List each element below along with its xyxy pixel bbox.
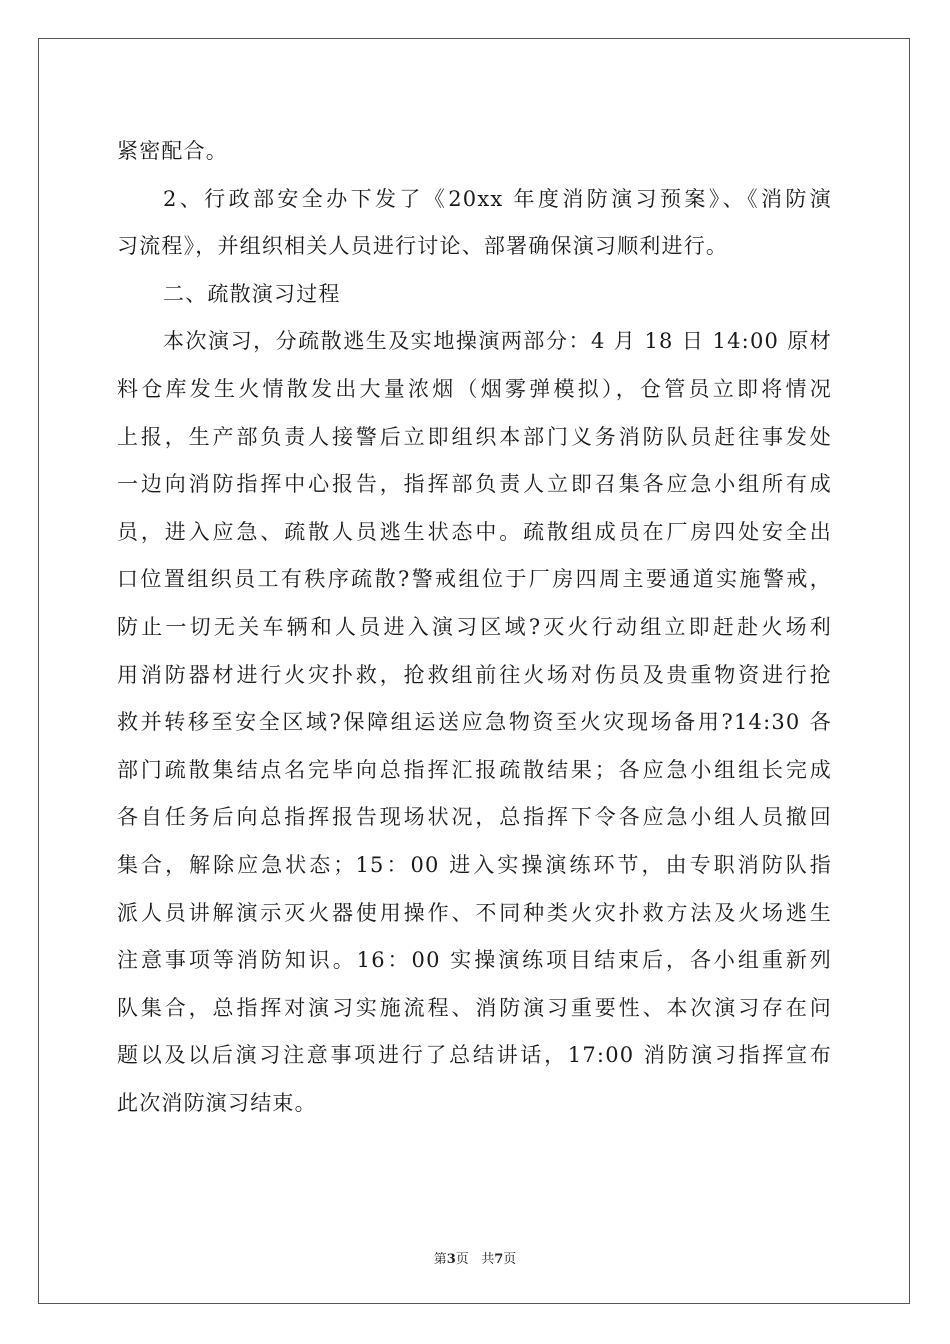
text-line: 队集合，总指挥对演习实施流程、消防演习重要性、本次演习存在问: [117, 995, 832, 1020]
text-line: 题以及以后演习注意事项进行了总结讲话，17:00 消防演习指挥宣布: [117, 1043, 832, 1068]
page-prefix: 第: [433, 1252, 447, 1267]
text-line: 上报，生产部负责人接警后立即组织本部门义务消防队员赶往事发处: [117, 424, 832, 449]
page-suffix: 页: [455, 1252, 469, 1267]
text-line: 员，进入应急、疏散人员逃生状态中。疏散组成员在厂房四处安全出: [117, 519, 832, 544]
text-line: 习流程》，并组织相关人员进行讨论、部署确保演习顺利进行。: [117, 234, 729, 259]
text-line: 集合，解除应急状态；15：00 进入实操演练环节，由专职消防队指: [117, 852, 832, 877]
text-line: 防止一切无关车辆和人员进入演习区域?灭火行动组立即赶赴火场利: [117, 614, 832, 639]
text-line: 各自任务后向总指挥报告现场状况，总指挥下令各应急小组人员撤回: [117, 805, 832, 830]
text-line: 一边向消防指挥中心报告，指挥部负责人立即召集各应急小组所有成: [117, 472, 832, 497]
text-line: 部门疏散集结点名完毕向总指挥汇报疏散结果；各应急小组组长完成: [117, 757, 832, 782]
text-line: 口位置组织员工有秩序疏散?警戒组位于厂房四周主要通道实施警戒，: [117, 567, 832, 592]
text-line: 二、疏散演习过程: [163, 281, 341, 306]
text-line: 救并转移至安全区域?保障组运送应急物资至火灾现场备用?14:30 各: [117, 710, 832, 735]
total-prefix: 共: [481, 1252, 495, 1267]
document-body: [117, 128, 832, 1127]
text-line: 派人员讲解演示灭火器使用操作、不同种类火灾扑救方法及火场逃生: [117, 900, 832, 925]
text-line: 紧密配合。: [117, 139, 228, 163]
text-line: 此次消防演习结束。: [117, 1090, 317, 1115]
page-footer: [0, 1248, 950, 1267]
current-page-number: 3: [446, 1252, 456, 1267]
total-suffix: 页: [503, 1252, 517, 1267]
text-line: 2、行政部安全办下发了《20xx 年度消防演习预案》、《消防演: [163, 186, 832, 211]
text-line: 料仓库发生火情散发出大量浓烟（烟雾弹模拟），仓管员立即将情况: [117, 376, 832, 401]
text-line: 用消防器材进行火灾扑救，抢救组前往火场对伤员及贵重物资进行抢: [117, 662, 832, 687]
text-line: 本次演习，分疏散逃生及实地操演两部分：4 月 18 日 14:00 原材: [163, 329, 832, 354]
total-page-count: 7: [494, 1252, 504, 1267]
text-line: 注意事项等消防知识。16：00 实操演练项目结束后，各小组重新列: [117, 948, 832, 973]
